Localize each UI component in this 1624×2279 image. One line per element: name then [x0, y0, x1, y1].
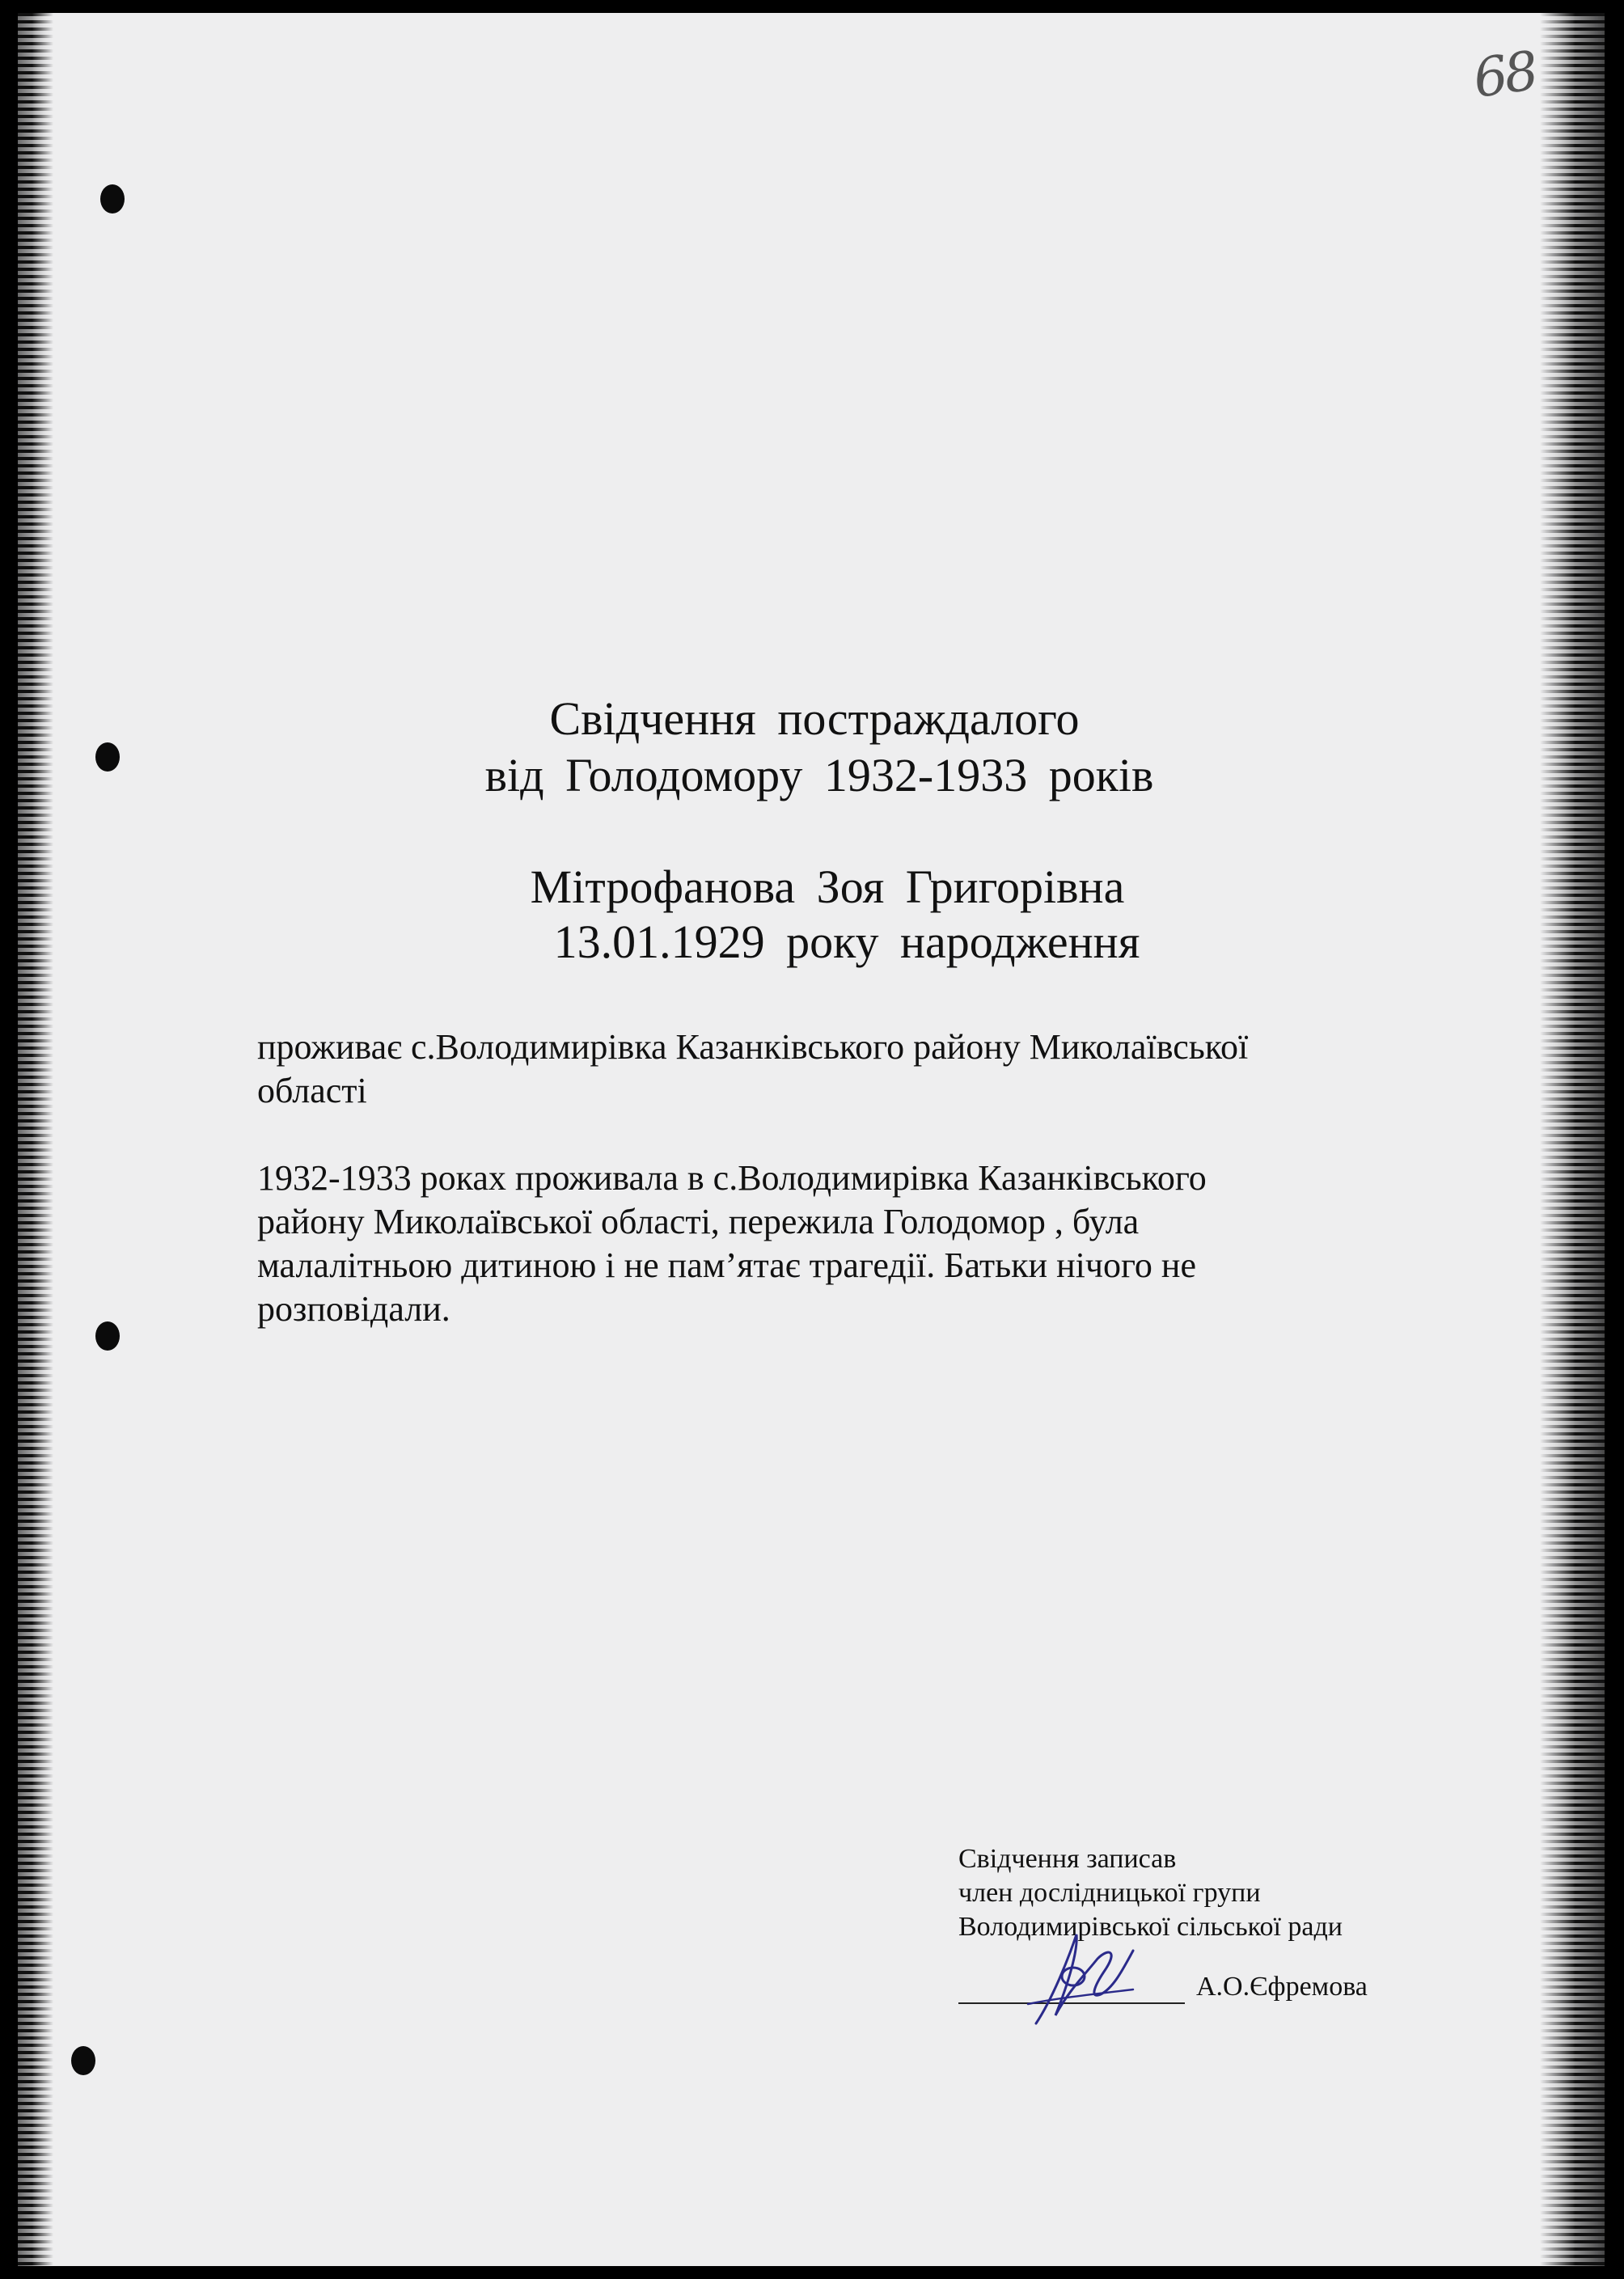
residence-paragraph — [257, 1025, 1406, 1113]
document-page — [18, 13, 1605, 2266]
punch-hole — [95, 1321, 120, 1351]
person-birth-date: 13.01.1929 року народження — [553, 915, 1140, 968]
scan-edge-left — [18, 13, 53, 2266]
person-name: Мітрофанова Зоя Григорівна — [530, 860, 1125, 913]
recorder-council: Володимирівської сільської ради — [958, 1912, 1343, 1942]
signature-line — [958, 1968, 1185, 2004]
punch-hole — [100, 184, 125, 214]
recorder-name: А.О.Єфремова — [1196, 1972, 1368, 2002]
scan-edge-right — [1540, 13, 1605, 2266]
punch-hole — [71, 2046, 95, 2075]
handwritten-page-number: 68 — [1470, 40, 1539, 110]
signature-row — [958, 1968, 1368, 2004]
signature-block — [958, 1842, 1368, 2004]
recorder-role: член дослідницької групи — [958, 1878, 1261, 1908]
recorded-by-label: Свідчення записав — [958, 1844, 1177, 1874]
handwritten-signature — [1020, 1926, 1141, 2040]
testimony-line: району Миколаївської області, пережила Голодомор , була — [257, 1202, 1140, 1241]
residence-line: проживає с.Володимирівка Казанківського району Миколаївської — [257, 1027, 1249, 1067]
testimony-paragraph — [257, 1156, 1406, 1331]
document-title-line-1: Свідчення постраждалого — [549, 692, 1080, 745]
testimony-line: розповідали. — [257, 1289, 450, 1329]
document-title-line-2: від Голодомору 1932-1933 років — [484, 749, 1154, 801]
testimony-line: 1932-1933 роках проживала в с.Володимирівка Казанківського — [257, 1158, 1207, 1198]
residence-line: області — [257, 1071, 367, 1110]
testimony-line: малалітньою дитиною і не пам’ятає трагедії. Батьки нічого не — [257, 1245, 1196, 1285]
